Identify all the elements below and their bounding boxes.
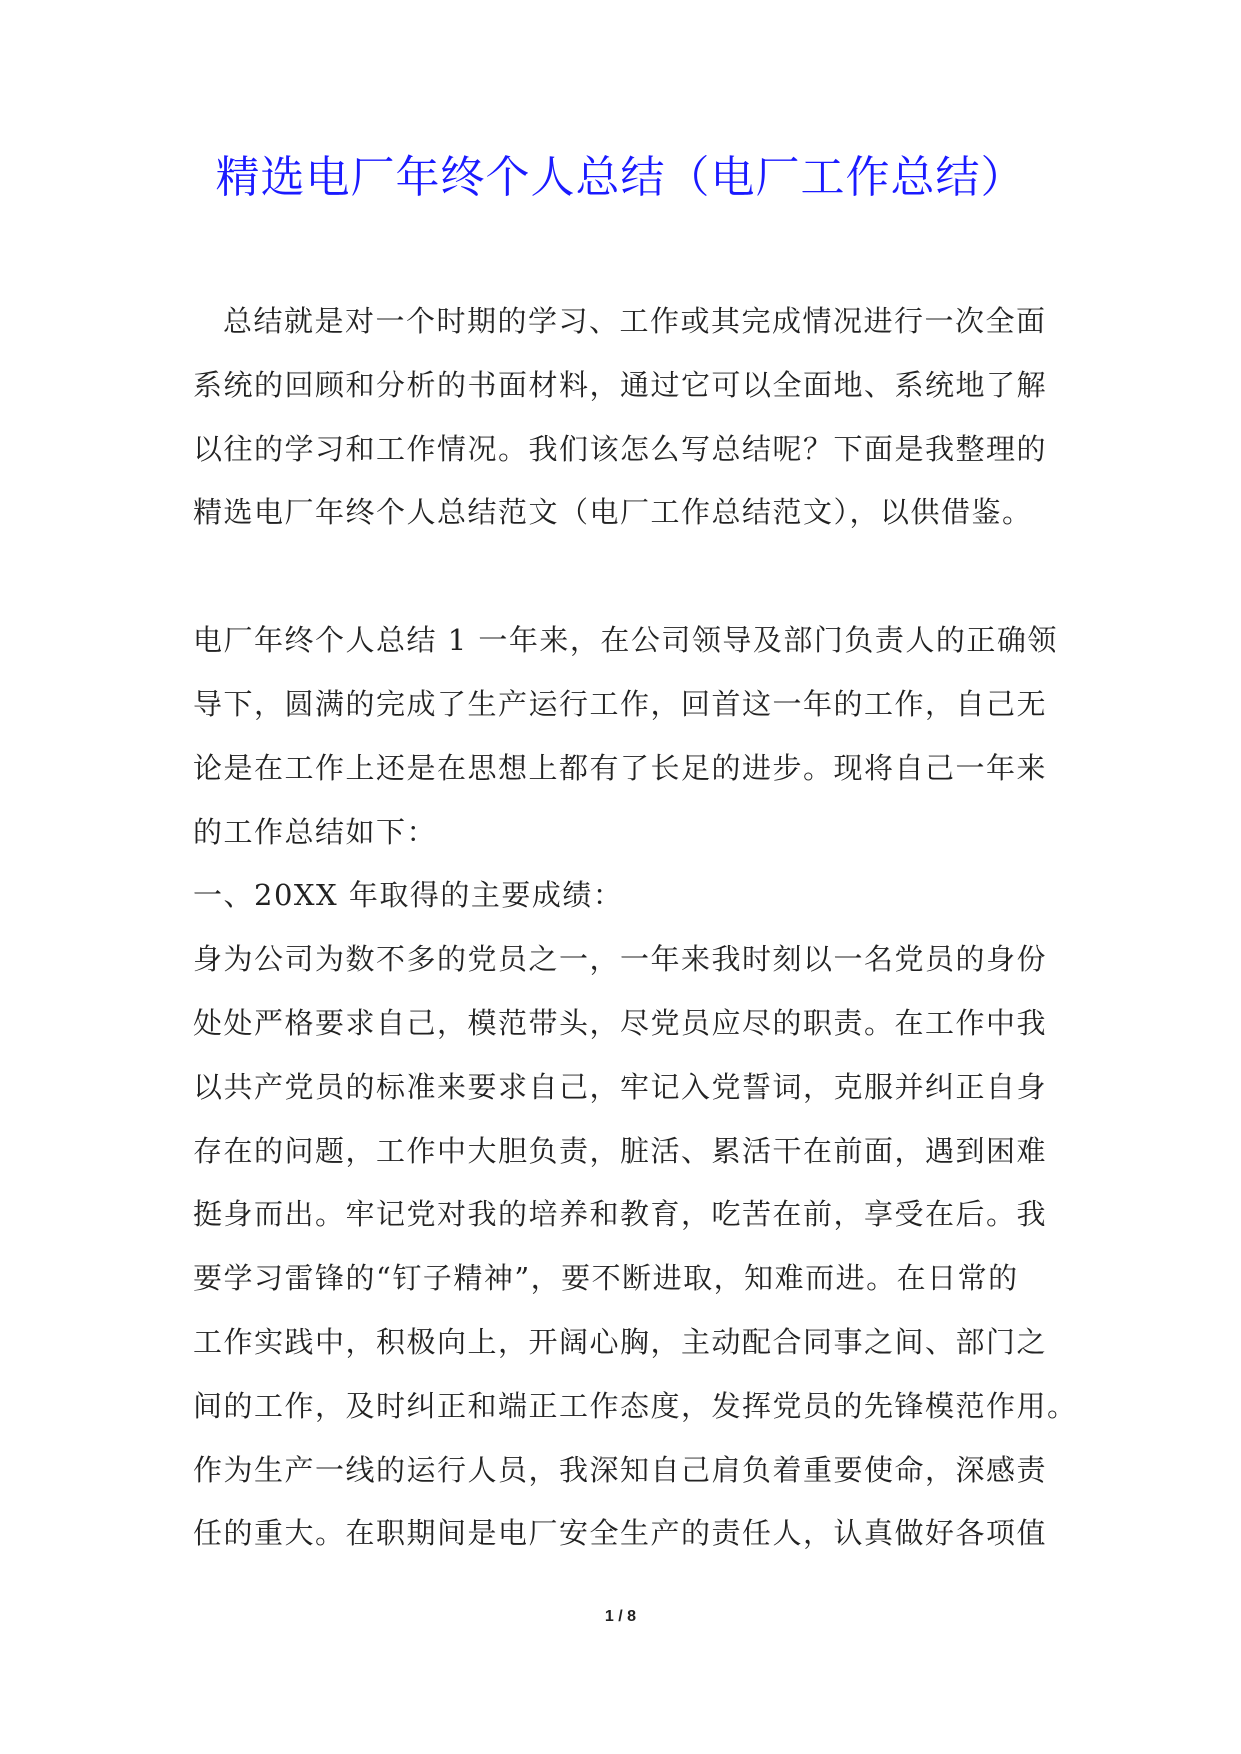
body-line: 工作实践中，积极向上，开阔心胸，主动配合同事之间、部门之 [193, 1324, 1048, 1359]
body-line: 任的重大。在职期间是电厂安全生产的责任人，认真做好各项值 [193, 1516, 1048, 1551]
intro-line: 系统的回顾和分析的书面材料，通过它可以全面地、系统地了解 [193, 367, 1048, 402]
body-line: 论是在工作上还是在思想上都有了长足的进步。现将自己一年来 [193, 750, 1048, 785]
body-line: 电厂年终个人总结 1 一年来，在公司领导及部门负责人的正确领 [193, 623, 1058, 658]
body-line: 的工作总结如下： [193, 814, 438, 849]
intro-line: 以往的学习和工作情况。我们该怎么写总结呢？下面是我整理的 [193, 431, 1048, 466]
document-body [193, 290, 1078, 1566]
body-line: 导下，圆满的完成了生产运行工作，回首这一年的工作，自己无 [193, 686, 1048, 721]
document-title: 精选电厂年终个人总结（电厂工作总结） [215, 152, 1026, 203]
body-line: 以共产党员的标准来要求自己，牢记入党誓词，克服并纠正自身 [193, 1069, 1048, 1104]
body-line: 要学习雷锋的“钉子精神”，要不断进取，知难而进。在日常的 [193, 1261, 1019, 1296]
page-indicator: 1 / 8 [604, 1608, 637, 1625]
body-line: 间的工作，及时纠正和端正工作态度，发挥党员的先锋模范作用。 [193, 1388, 1078, 1423]
paragraph-gap [193, 545, 1063, 609]
body-line: 存在的问题，工作中大胆负责，脏活、累活干在前面，遇到困难 [193, 1133, 1048, 1168]
intro-line: 总结就是对一个时期的学习、工作或其完成情况进行一次全面 [223, 304, 1047, 338]
body-line: 作为生产一线的运行人员，我深知自己肩负着重要使命，深感责 [193, 1452, 1048, 1487]
body-line: 身为公司为数不多的党员之一，一年来我时刻以一名党员的身份 [193, 942, 1048, 977]
intro-line: 精选电厂年终个人总结范文（电厂工作总结范文），以供借鉴。 [193, 495, 1033, 530]
body-line: 处处严格要求自己，模范带头，尽党员应尽的职责。在工作中我 [193, 1005, 1048, 1040]
section-heading: 一、20XX 年取得的主要成绩： [193, 878, 624, 913]
body-line: 挺身而出。牢记党对我的培养和教育，吃苦在前，享受在后。我 [193, 1197, 1048, 1232]
